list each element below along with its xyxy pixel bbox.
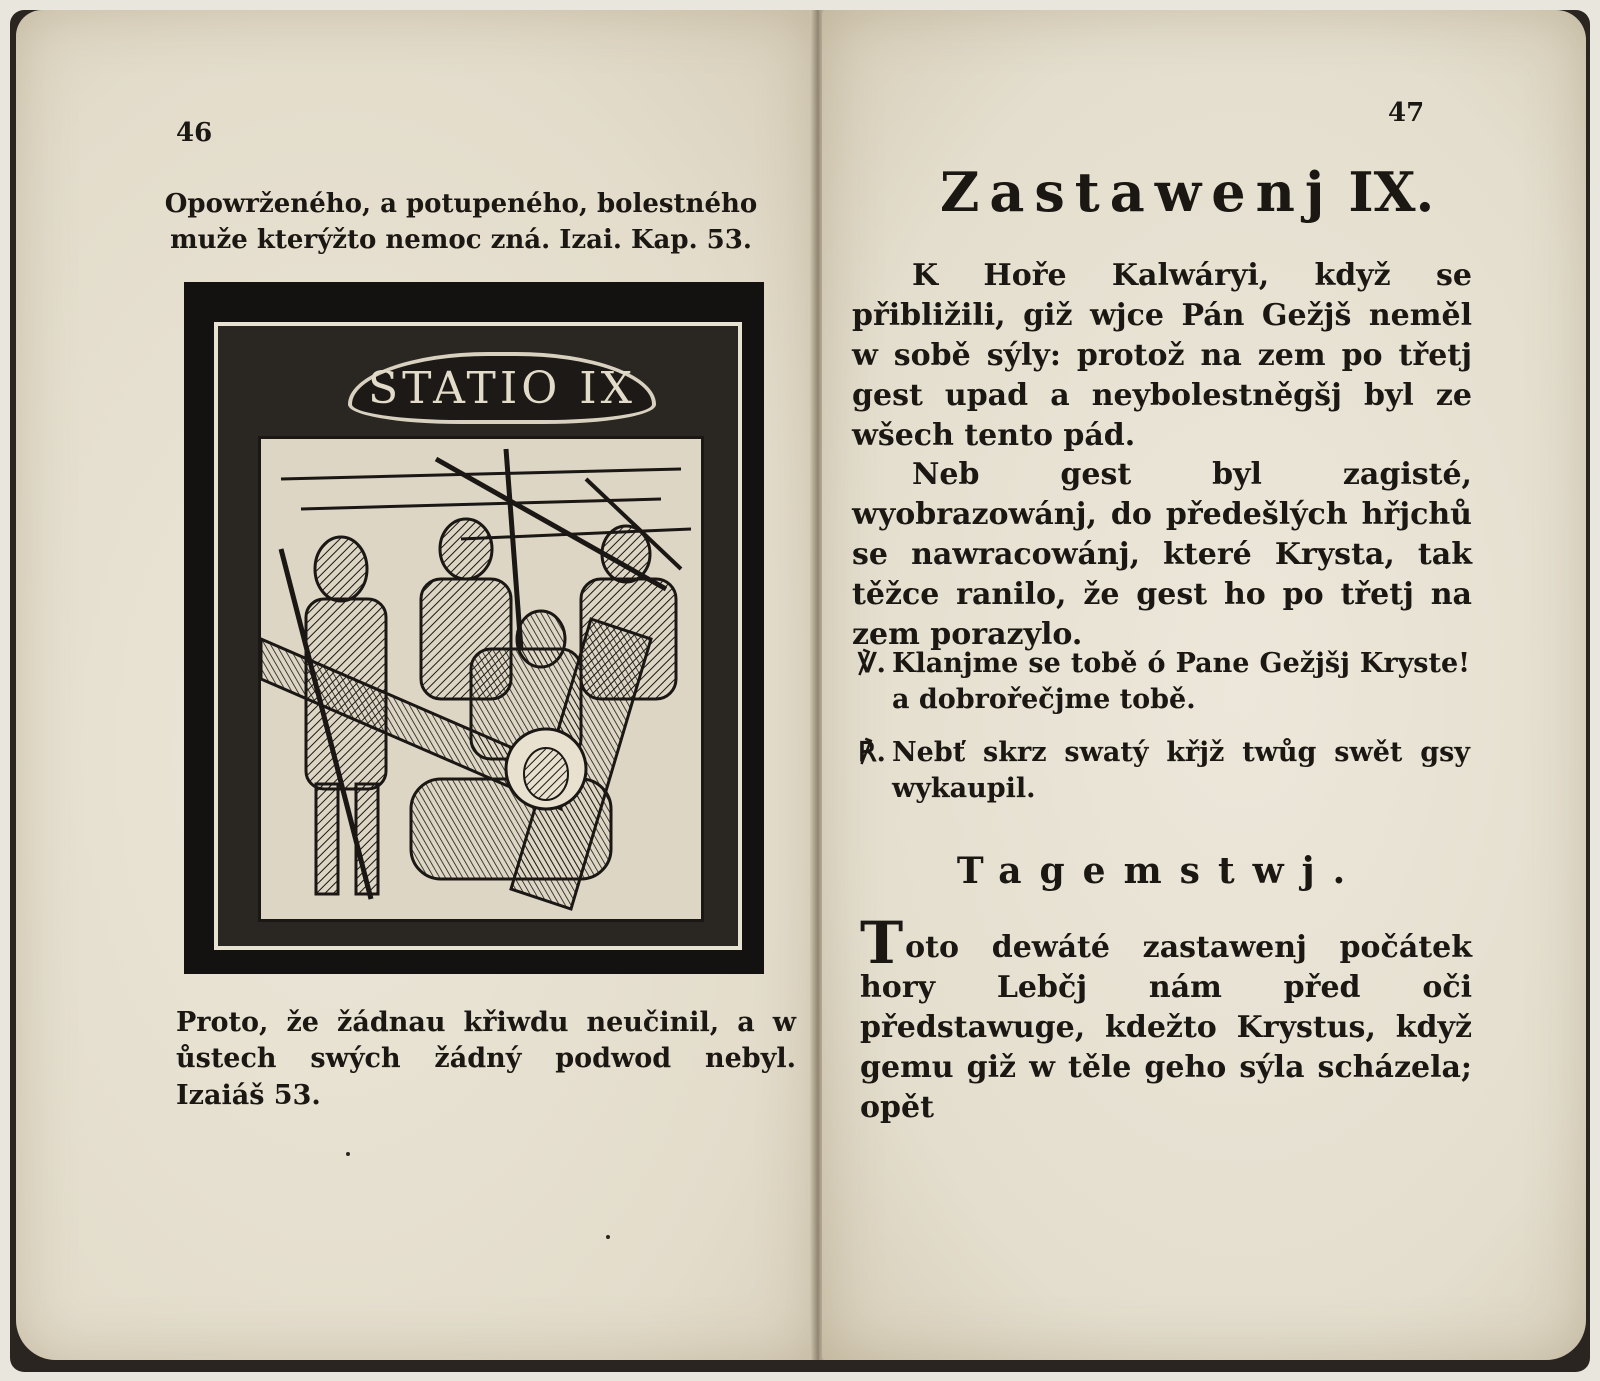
left-page [16, 10, 816, 1360]
chapter-title-word: Zastawenj [940, 160, 1335, 224]
paragraph-1b-text: Neb gest byl zagisté, wyobrazowánj, do předešlých hřjchů se nawracowánj, které Krysta, tak těžce ranilo, že gest ho po třetj na zem porazylo. [852, 457, 1472, 653]
quote-bottom: Proto, že žádnau křiwdu neučinil, a w ůstech swých žádný podwod nebyl. Izaiáš 53. [176, 1007, 796, 1111]
woodcut-scene [258, 436, 704, 922]
woodcut-banner: STATIO IX [348, 352, 656, 424]
versicle-response [858, 646, 1470, 807]
response-symbol: ℟. [858, 737, 886, 769]
paragraph-1b [852, 455, 1472, 654]
response [858, 735, 1470, 806]
response-text: Nebť skrz swatý křjž twůg swět gsy wykaupil. [892, 737, 1470, 804]
paper-speck [346, 1152, 350, 1156]
versicle [858, 646, 1470, 717]
page-number-right: 47 [1388, 98, 1425, 128]
woodcut-scene-drawing [261, 439, 701, 919]
main-paragraph [852, 256, 1472, 655]
versicle-text: Klanjme se tobě ó Pane Gežjšj Kryste! a dobrořečjme tobě. [892, 648, 1470, 715]
section-heading: Tagemstwj. [956, 850, 1364, 892]
mystery-paragraph-text: oto dewáté zastawenj počátek hory Lebčj nám před oči předstawuge, kdežto Krystus, když gemu giž w těle geho sýla scházela; opět [860, 930, 1472, 1125]
chapter-title [940, 160, 1434, 224]
page-number-left: 46 [176, 118, 213, 148]
woodcut-frame [214, 322, 742, 950]
paragraph-1a-text: K Hoře Kalwáryi, když se přibližili, giž wjce Pán Gežjš neměl w sobě sýly: protož na zem po třetj gest upad a neybolestněgšj byl ze wšech tento pád. [852, 258, 1472, 453]
paragraph-1a [852, 256, 1472, 455]
woodcut-illustration [184, 282, 764, 974]
chapter-title-numeral: IX. [1348, 160, 1435, 224]
versicle-symbol: ℣. [858, 648, 886, 679]
paper-speck [606, 1235, 610, 1239]
mystery-paragraph [860, 909, 1472, 1127]
quote-top: Opowrženého, a potupeného, bolestného muže kterýžto nemoc zná. Izai. Kap. 53. [164, 189, 758, 256]
drop-cap: T [860, 909, 904, 977]
